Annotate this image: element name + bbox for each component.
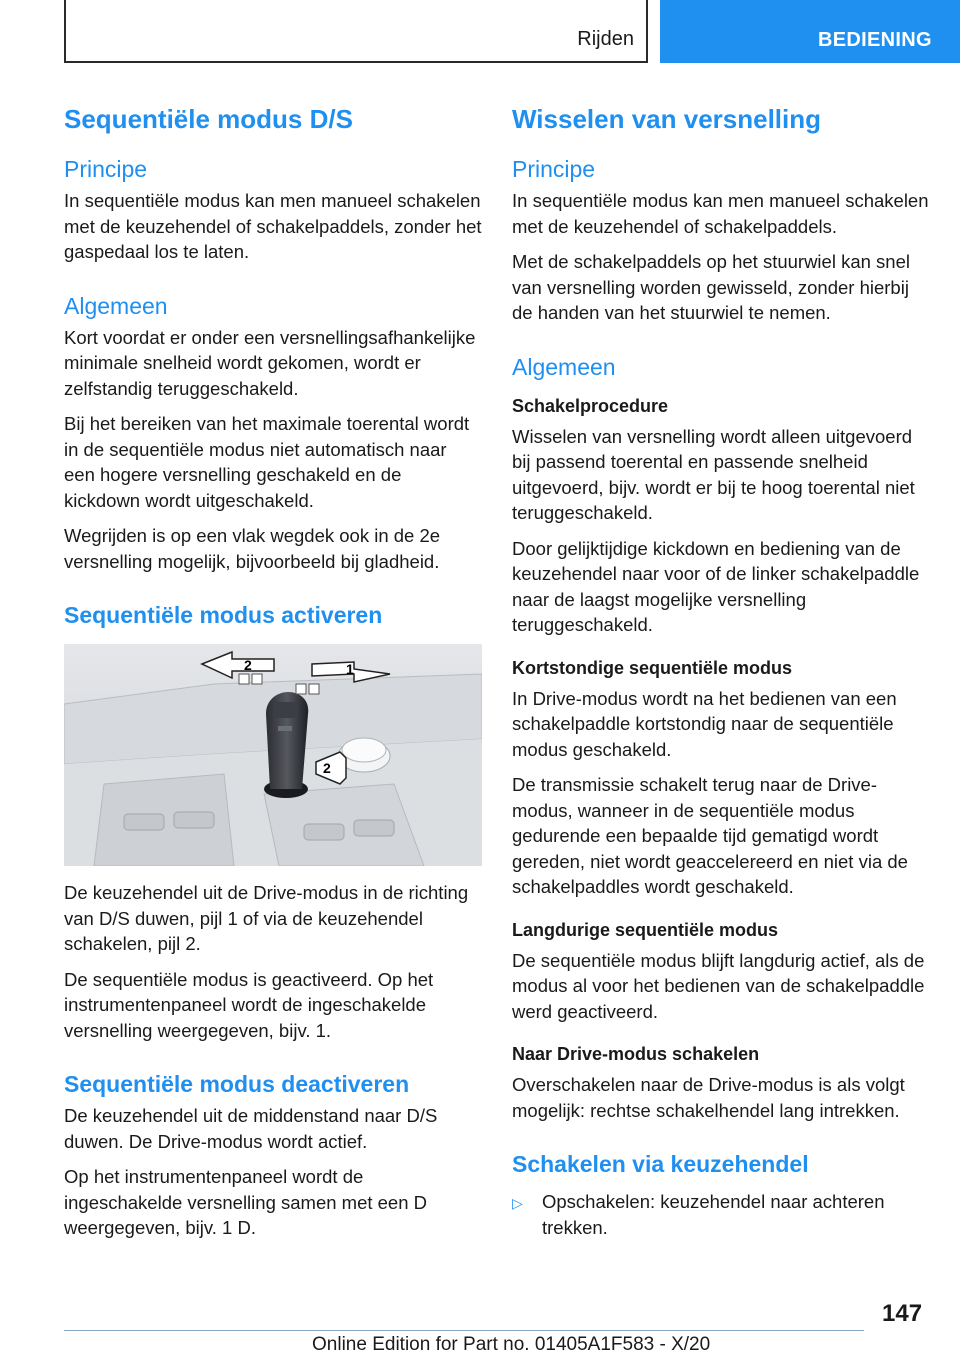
heading-algemeen: Algemeen — [64, 292, 168, 319]
arrow-1-label: 1 — [346, 661, 354, 677]
arrow-2-bottom-label: 2 — [323, 760, 331, 776]
paragraph-activeren-1: De keuzehendel uit de Drive-modus in de richting van D/S duwen, pijl 1 of via de keuzehendel schakelen, pijl 2. — [64, 882, 469, 954]
footer-edition-text: Online Edition for Part no. 01405A1F583 - X/20 — [312, 1334, 711, 1355]
bullet-text-opschakelen: Opschakelen: keuzehendel naar achteren trekken. — [542, 1191, 885, 1238]
paragraph-principe: In sequentiële modus kan men manueel schakelen met de keuzehendel of schakelpaddels, zonder het gaspedaal los te laten. — [64, 190, 482, 262]
paragraph-langdurig-1: De sequentiële modus blijft langdurig actief, als de modus al voor het bedienen van de schakelpaddle werd geactiveerd. — [512, 949, 925, 1022]
subheading-drive-modus: Naar Drive-modus schakelen — [512, 1044, 760, 1064]
paragraph-activeren-2: De sequentiële modus is geactiveerd. Op het instrumentenpaneel wordt de ingeschakelde versnelling weergegeven, bijv. 1. — [64, 968, 434, 1041]
page-number: 147 — [882, 1300, 923, 1327]
subheading-langdurig: Langdurige sequentiële modus — [512, 919, 779, 940]
paragraph-principe-right-1: In sequentiële modus kan men manueel schakelen met de keuzehendel of schakelpaddels. — [512, 190, 929, 237]
paragraph-algemeen-3: Wegrijden is op een vlak wegdek ook in de 2e versnelling mogelijk, bijvoorbeeld bij gladheid. — [64, 525, 441, 572]
heading-principe: Principe — [64, 156, 148, 182]
footer-divider — [64, 1330, 864, 1331]
paragraph-algemeen-1: Kort voordat er onder een versnellingsafhankelijke minimale snelheid wordt gekomen, wordt er zelfstandig teruggeschakeld. — [64, 326, 476, 399]
bullet-item-opschakelen — [512, 1189, 930, 1240]
paragraph-kortstondig-2: De transmissie schakelt terug naar de Drive-modus, wanneer in de sequentiële modus gedurende een bepaalde tijd gematigd wordt gereden, niet wordt geaccelereerd en niet via de schakelpaddles wordt geschakeld. — [512, 774, 908, 897]
paragraph-drive-modus-1: Overschakelen naar de Drive-modus is als volgt mogelijk: rechtse schakelhendel lang intrekken. — [512, 1074, 905, 1121]
gear-selector-drawing — [64, 644, 482, 866]
paragraph-deactiveren-1: De keuzehendel uit de middenstand naar D/S duwen. De Drive-modus wordt actief. — [64, 1105, 438, 1152]
section-title-sequential-mode: Sequentiële modus D/S — [64, 104, 353, 134]
paragraph-schakelprocedure-1: Wisselen van versnelling wordt alleen uitgevoerd bij passend toerental en passende snelheid uitgevoerd, bijv. wordt er bij te hoog toerental niet teruggeschakeld. — [512, 425, 915, 523]
heading-activeren: Sequentiële modus activeren — [64, 602, 383, 628]
heading-keuzehendel: Schakelen via keuzehendel — [512, 1151, 809, 1177]
subheading-kortstondig: Kortstondige sequentiële modus — [512, 657, 793, 678]
paragraph-deactiveren-2: Op het instrumentenpaneel wordt de ingeschakelde versnelling samen met een D weergegeven, bijv. 1 D. — [64, 1166, 428, 1238]
section-title-gear-change: Wisselen van versnelling — [512, 104, 822, 134]
header-section-box — [64, 0, 648, 63]
subheading-schakelprocedure: Schakelprocedure — [512, 395, 669, 416]
paragraph-kortstondig-1: In Drive-modus wordt na het bedienen van een schakelpaddle kortstondig naar de sequentiële modus geschakeld. — [512, 687, 897, 760]
gear-selector-illustration — [64, 644, 482, 866]
paragraph-schakelprocedure-2: Door gelijktijdige kickdown en bediening van de keuzehendel naar voor of de linker schakelpaddle naar de laagst mogelijke versnelling teruggeschakeld. — [512, 537, 920, 635]
left-column — [64, 102, 482, 1251]
heading-algemeen-right: Algemeen — [512, 353, 616, 380]
arrow-2-top-label: 2 — [244, 657, 252, 673]
header-section-label: Rijden — [577, 28, 634, 50]
page-header — [0, 0, 960, 66]
header-chapter-tab: BEDIENING — [660, 0, 960, 63]
heading-principe-right: Principe — [512, 156, 596, 182]
right-column — [512, 102, 930, 1240]
paragraph-algemeen-2: Bij het bereiken van het maximale toerental wordt in de sequentiële modus niet automatisch naar een hogere versnelling geschakeld en de kickdown wordt uitgeschakeld. — [64, 413, 470, 511]
paragraph-principe-right-2: Met de schakelpaddels op het stuurwiel kan snel van versnelling worden gewisseld, zonder hierbij de handen van het stuurwiel te nemen. — [512, 251, 910, 323]
heading-deactiveren: Sequentiële modus deactiveren — [64, 1071, 410, 1097]
triangle-bullet-icon: ▷ — [512, 1195, 523, 1211]
